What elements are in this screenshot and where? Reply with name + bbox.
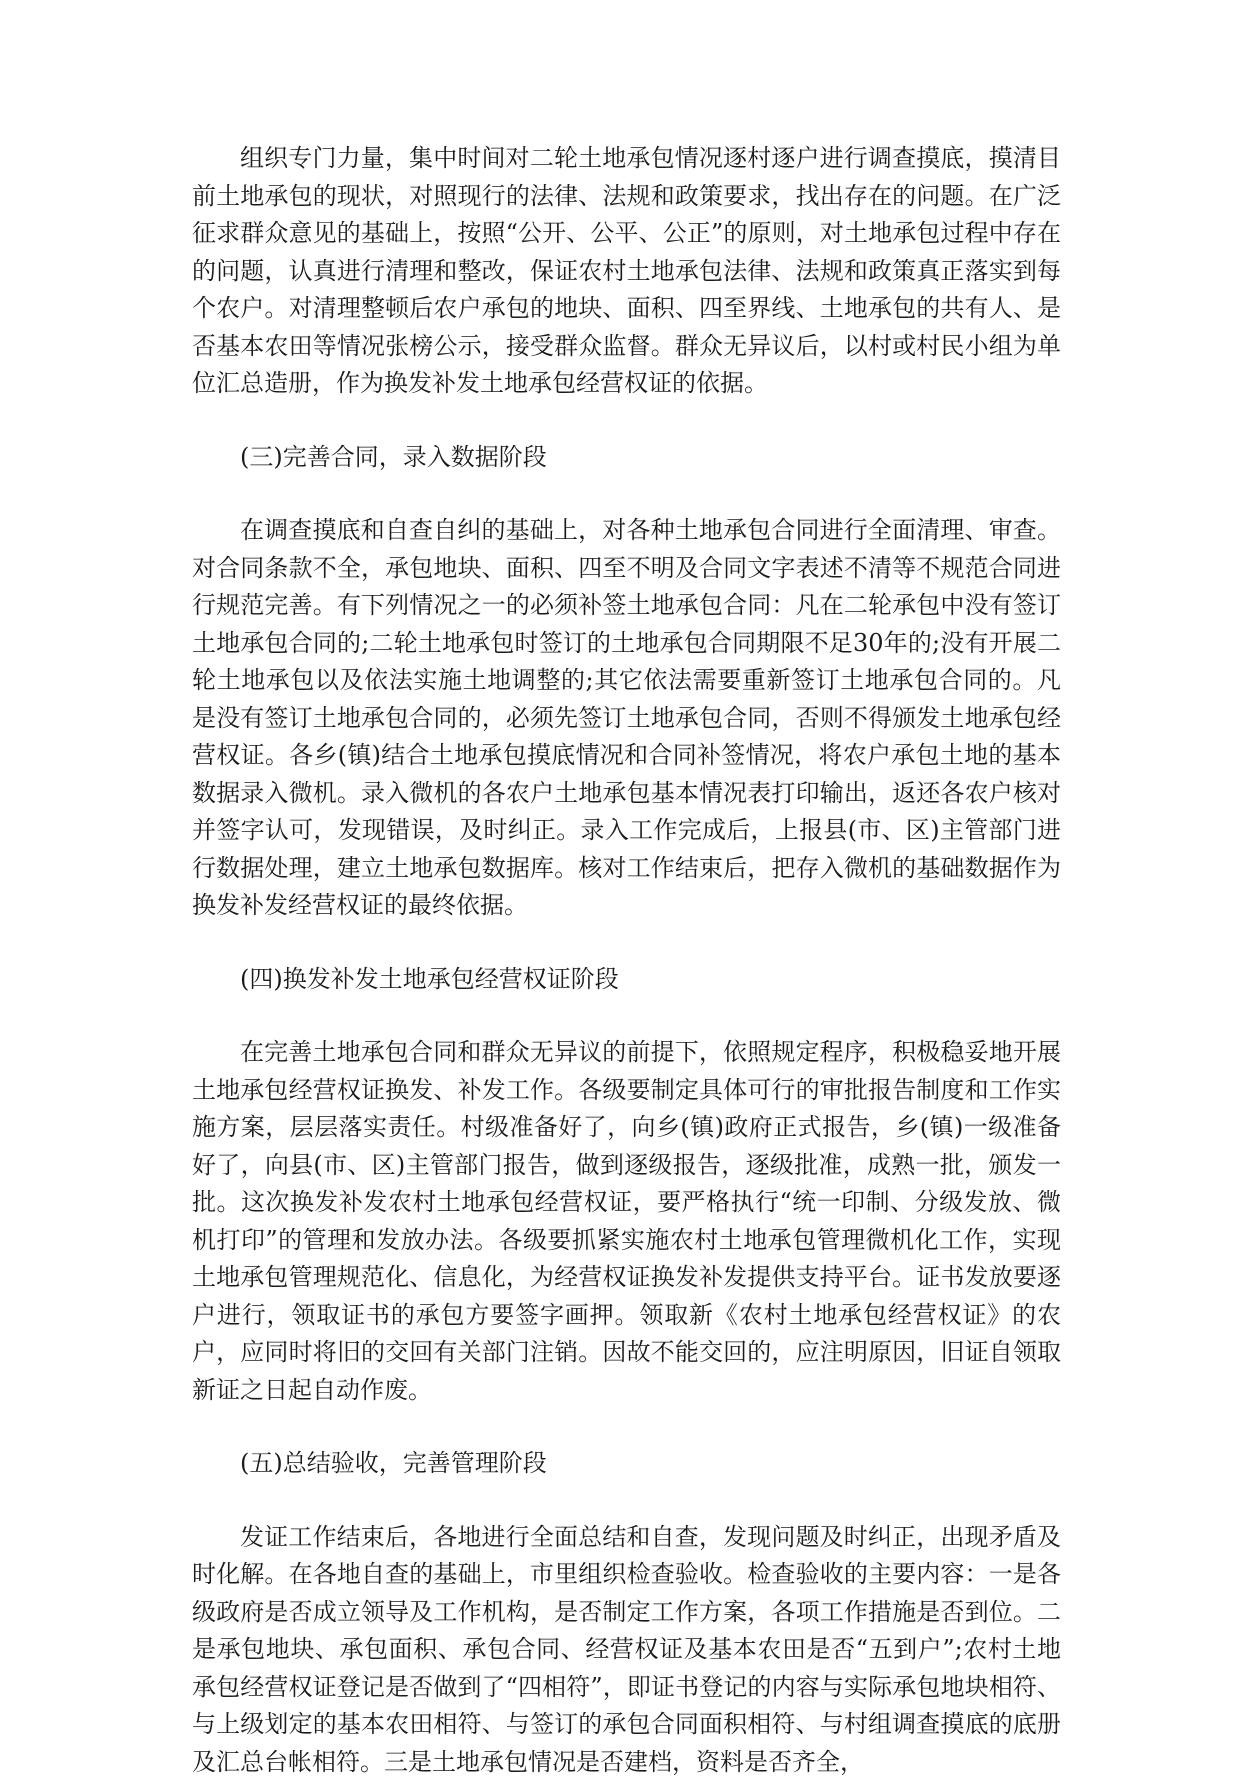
paragraph-survey: 组织专门力量，集中时间对二轮土地承包情况逐村逐户进行调查摸底，摸清目前土地承包的现状，对照现行的法律、法规和政策要求，找出存在的问题。在广泛征求群众意见的基础上，按照“公开、公平、公正”的原则，对土地承包过程中存在的问题，认真进行清理和整改，保证农村土地承包法律、法规和政策真正落实到每个农户。对清理整顿后农户承包的地块、面积、四至界线、土地承包的共有人、是否基本农田等情况张榜公示，接受群众监督。群众无异议后，以村或村民小组为单位汇总造册，作为换发补发土地承包经营权证的依据。: [192, 140, 1061, 403]
paragraph-certificates: 在完善土地承包合同和群众无异议的前提下，依照规定程序，积极稳妥地开展土地承包经营权证换发、补发工作。各级要制定具体可行的审批报告制度和工作实施方案，层层落实责任。村级准备好了，向乡(镇)政府正式报告，乡(镇)一级准备好了，向县(市、区)主管部门报告，做到逐级报告，逐级批准，成熟一批，颁发一批。这次换发补发农村土地承包经营权证，要严格执行“统一印制、分级发放、微机打印”的管理和发放办法。各级要抓紧实施农村土地承包管理微机化工作，实现土地承包管理规范化、信息化，为经营权证换发补发提供支持平台。证书发放要逐户进行，领取证书的承包方要签字画押。领取新《农村土地承包经营权证》的农户，应同时将旧的交回有关部门注销。因故不能交回的，应注明原因，旧证自领取新证之日起自动作废。: [192, 1034, 1061, 1409]
section-heading-5: (五)总结验收，完善管理阶段: [192, 1445, 1061, 1483]
paragraph-acceptance: 发证工作结束后，各地进行全面总结和自查，发现问题及时纠正，出现矛盾及时化解。在各地自查的基础上，市里组织检查验收。检查验收的主要内容：一是各级政府是否成立领导及工作机构，是否制定工作方案，各项工作措施是否到位。二是承包地块、承包面积、承包合同、经营权证及基本农田是否“五到户”;农村土地承包经营权证登记是否做到了“四相符”，即证书登记的内容与实际承包地块相符、与上级划定的基本农田相符、与签订的承包合同面积相符、与村组调查摸底的底册及汇总台帐相符。三是土地承包情况是否建档，资料是否齐全，: [192, 1519, 1061, 1781]
section-heading-4: (四)换发补发土地承包经营权证阶段: [192, 961, 1061, 999]
section-heading-3: (三)完善合同，录入数据阶段: [192, 439, 1061, 477]
paragraph-contracts: 在调查摸底和自查自纠的基础上，对各种土地承包合同进行全面清理、审查。对合同条款不全，承包地块、面积、四至不明及合同文字表述不清等不规范合同进行规范完善。有下列情况之一的必须补签土地承包合同：凡在二轮承包中没有签订土地承包合同的;二轮土地承包时签订的土地承包合同期限不足30年的;没有开展二轮土地承包以及依法实施土地调整的;其它依法需要重新签订土地承包合同的。凡是没有签订土地承包合同的，必须先签订土地承包合同，否则不得颁发土地承包经营权证。各乡(镇)结合土地承包摸底情况和合同补签情况，将农户承包土地的基本数据录入微机。录入微机的各农户土地承包基本情况表打印输出，返还各农户核对并签字认可，发现错误，及时纠正。录入工作完成后，上报县(市、区)主管部门进行数据处理，建立土地承包数据库。核对工作结束后，把存入微机的基础数据作为换发补发经营权证的最终依据。: [192, 512, 1061, 925]
